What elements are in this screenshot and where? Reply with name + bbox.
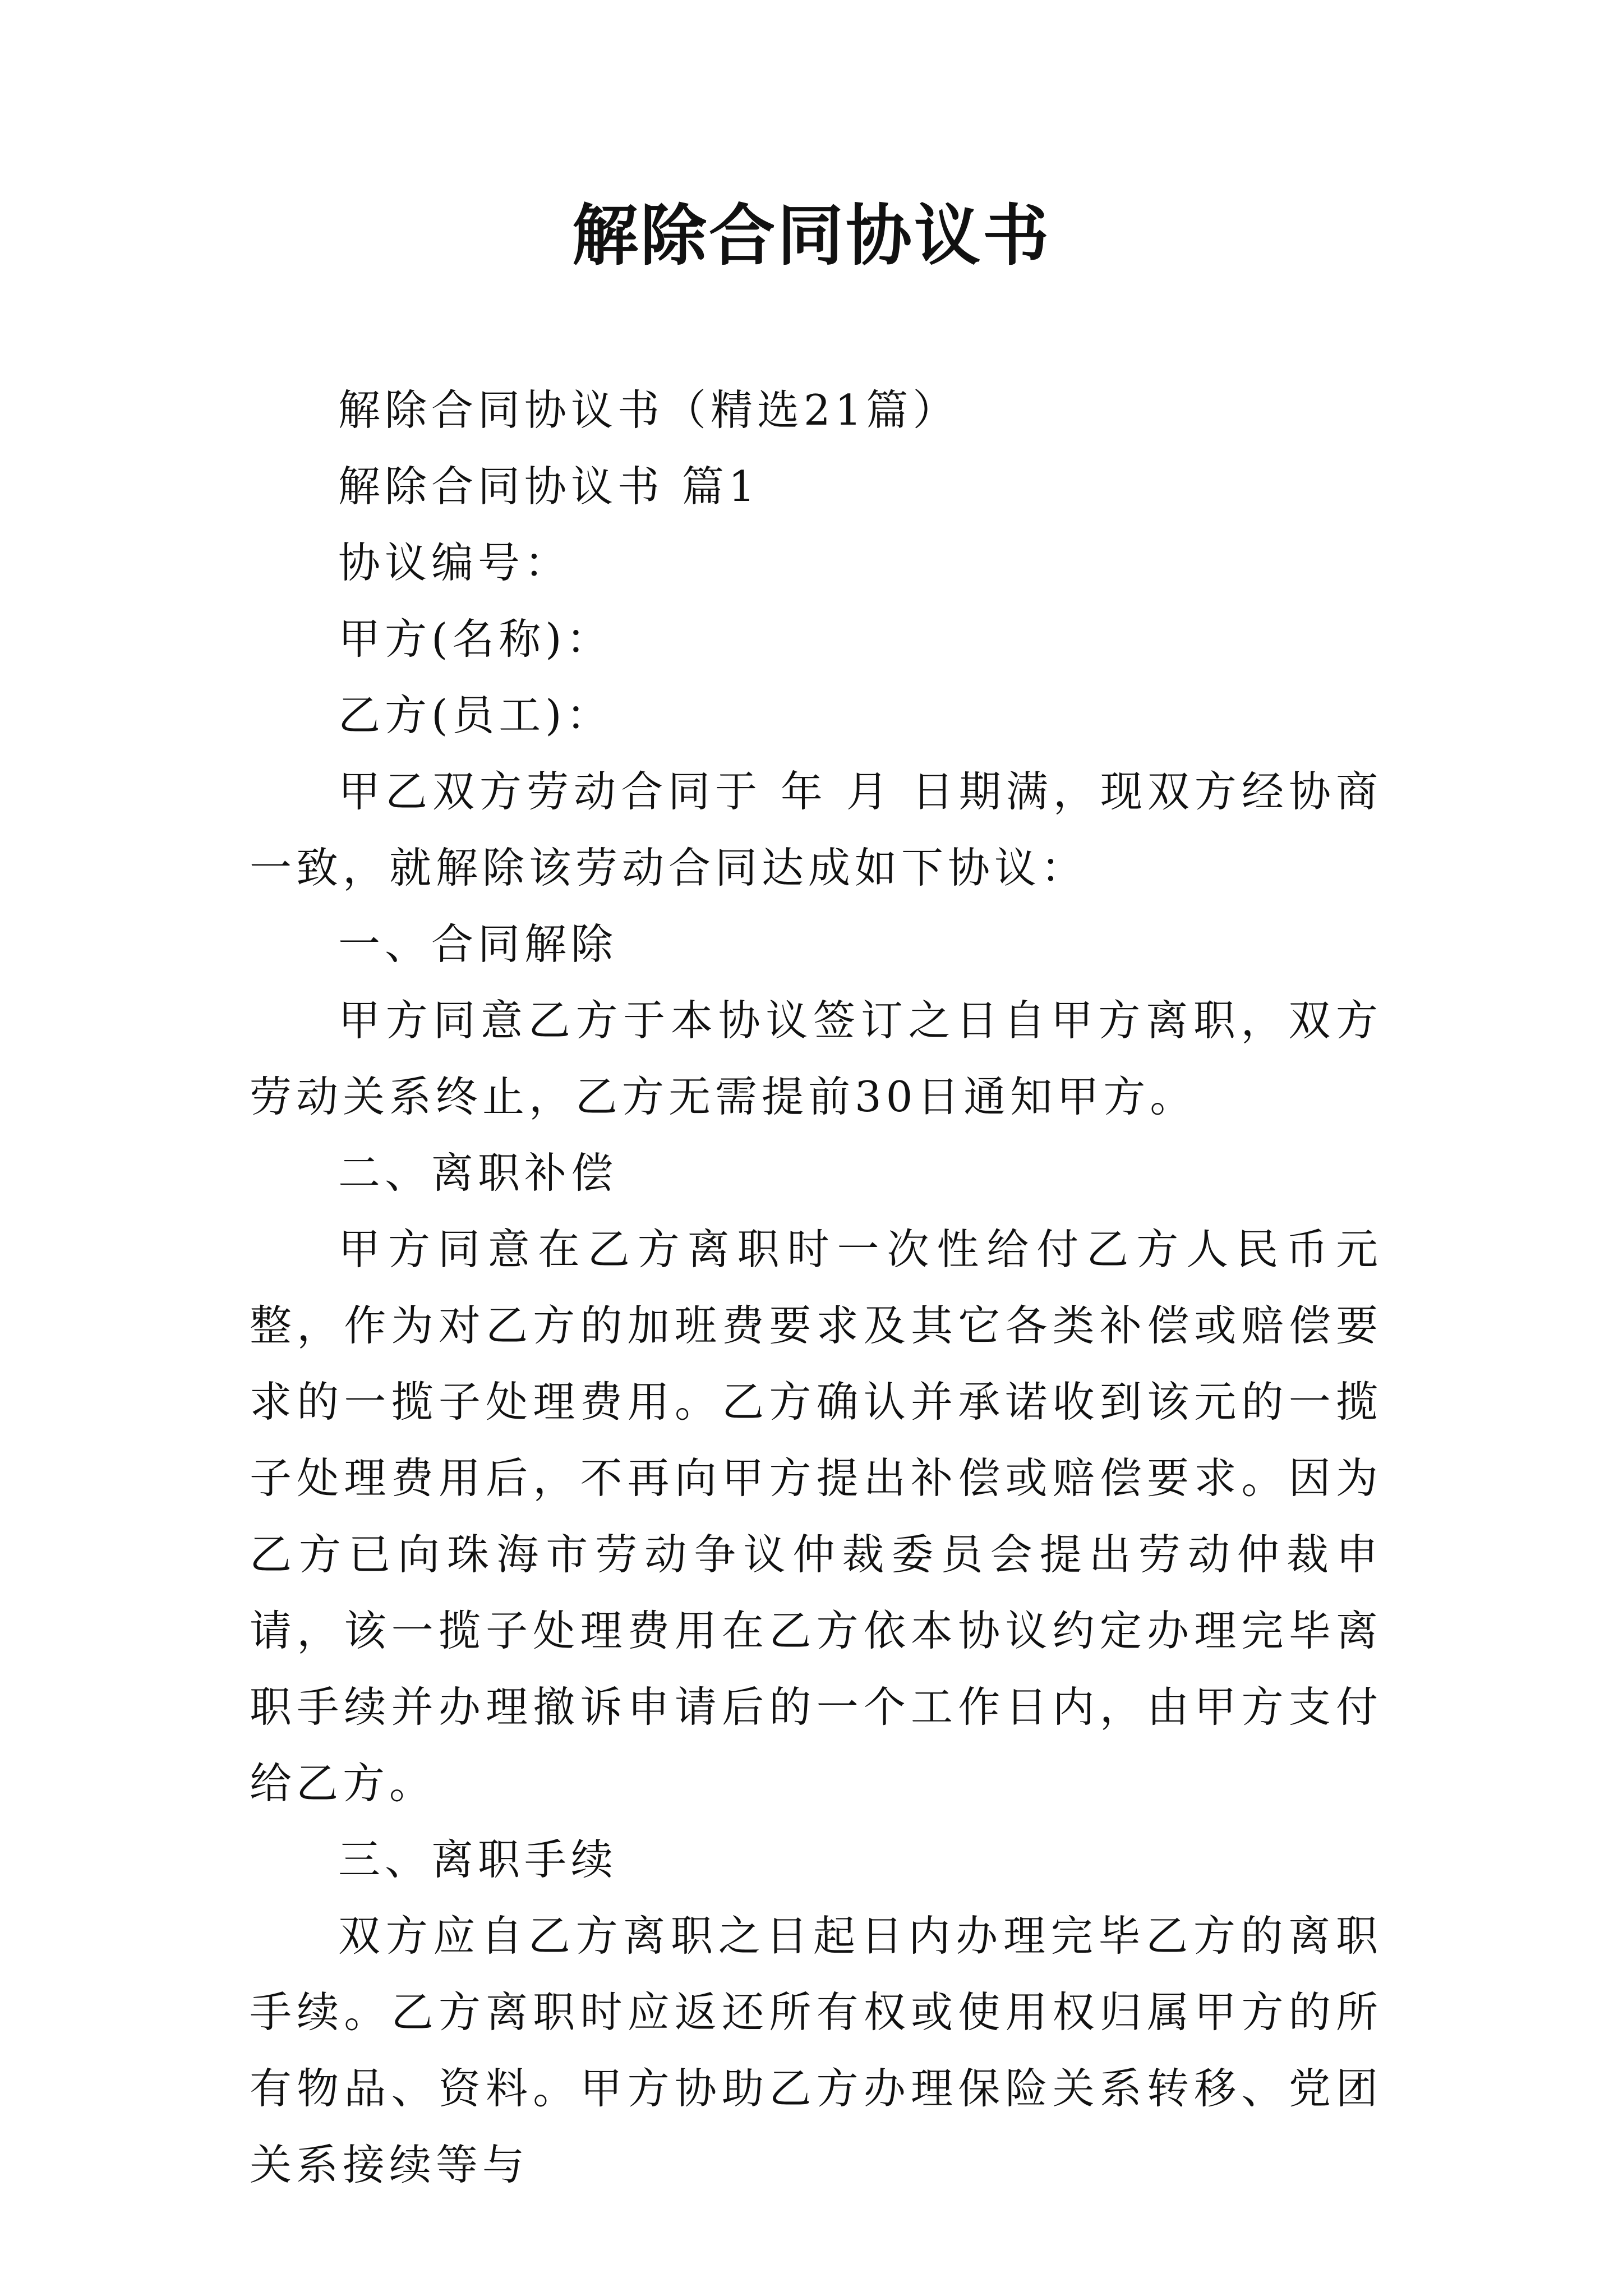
paragraph-clause-3: 双方应自乙方离职之日起日内办理完毕乙方的离职手续。乙方离职时应返还所有权或使用权归属甲方的所有物品、资料。甲方协助乙方办理保险关系转移、党团关系接续等与 [250,1911,1382,2189]
document-title: 解除合同协议书 [571,196,1051,274]
paragraph-clause-1: 甲方同意乙方于本协议签订之日自甲方离职，双方劳动关系终止，乙方无需提前30日通知甲方。 [250,996,1382,1121]
paragraph-subtitle: 解除合同协议书（精选21篇） [338,385,960,435]
paragraph-heading-2: 二、离职补偿 [338,1148,618,1198]
paragraph-section-heading: 解除合同协议书 篇1 [338,462,760,511]
paragraph-agreement-number: 协议编号： [338,538,571,587]
paragraph-intro: 甲乙双方劳动合同于 年 月 日期满，现双方经协商一致，就解除该劳动合同达成如下协议： [250,767,1382,892]
paragraph-heading-3: 三、离职手续 [338,1835,618,1884]
paragraph-clause-2: 甲方同意在乙方离职时一次性给付乙方人民币元整，作为对乙方的加班费要求及其它各类补偿或赔偿要求的一揽子处理费用。乙方确认并承诺收到该元的一揽子处理费用后，不再向甲方提出补偿或赔偿要求。因为乙方已向珠海市劳动争议仲裁委员会提出劳动仲裁申请，该一揽子处理费用在乙方依本协议约定办理完毕离职手续并办理撤诉申请后的一个工作日内，由甲方支付给乙方。 [250,1225,1382,1808]
paragraph-party-b: 乙方(员工)： [338,691,613,740]
document-body [250,372,1382,2203]
paragraph-heading-1: 一、合同解除 [338,919,618,969]
paragraph-party-a: 甲方(名称)： [338,614,613,664]
